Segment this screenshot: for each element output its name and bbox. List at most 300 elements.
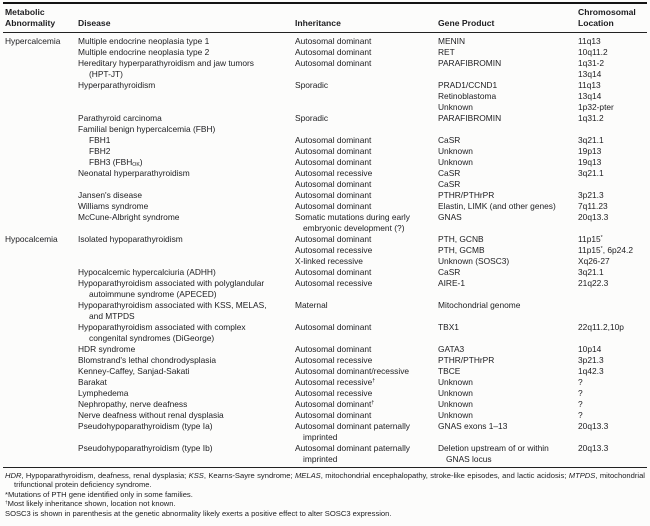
cell-metabolic-abnormality [5,267,78,278]
cell-chromosomal-location-line: 19p13 [578,146,602,156]
cell-disease [78,410,295,421]
cell-gene-product [438,102,578,113]
table-row [5,366,647,377]
cell-gene-product-line: PARAFIBROMIN [438,113,502,123]
cell-disease [78,102,295,113]
cell-gene-product [438,58,578,80]
cell-disease [78,344,295,355]
cell-gene-product-line: Unknown [438,410,473,420]
cell-inheritance-line: Sporadic [295,80,329,90]
cell-disease [78,168,295,179]
cell-disease-line: FBH3 $(FBH_{OK})$ [89,157,143,169]
cell-disease-line: Hypoparathyroidism associated with complex [78,322,246,332]
cell-gene-product [438,47,578,58]
cell-disease-line: Nephropathy, nerve deafness [78,399,188,409]
cell-disease [78,234,295,245]
cell-chromosomal-location [578,179,650,190]
cell-inheritance-line: Somatic mutations during early [295,212,410,222]
cell-chromosomal-location-line: 1q31-2 [578,58,605,68]
cell-disease-line: FBH2 [89,146,111,156]
cell-metabolic-abnormality [5,36,78,47]
cell-chromosomal-location [578,157,650,168]
cell-metabolic-abnormality [5,322,78,344]
column-header-chromosomal-location: Chromosomal Location [578,7,636,28]
cell-chromosomal-location [578,443,650,465]
table-row [5,300,647,322]
cell-chromosomal-location [578,91,650,102]
cell-inheritance-line: Autosomal recessive [295,355,373,365]
cell-metabolic-abnormality [5,344,78,355]
cell-chromosomal-location [578,190,650,201]
cell-gene-product [438,157,578,168]
cell-disease [78,113,295,124]
cell-inheritance-line: embryonic development (?) [303,223,405,233]
cell-gene-product [438,355,578,366]
cell-disease-line: Pseudohypoparathyroidism (type Ia) [78,421,213,431]
cell-chromosomal-location [578,36,650,47]
cell-chromosomal-location [578,102,650,113]
cell-disease-line: Multiple endocrine neoplasia type 1 [78,36,210,46]
cell-inheritance [295,47,438,58]
cell-inheritance-line: Autosomal dominant [295,344,372,354]
table-row [5,256,647,267]
cell-inheritance [295,410,438,421]
cell-disease-line: Pseudohypoparathyroidism (type Ib) [78,443,213,453]
cell-chromosomal-location-line: 19q13 [578,157,602,167]
cell-gene-product-line: GNAS [438,212,462,222]
cell-metabolic-abnormality [5,256,78,267]
table-row [5,190,647,201]
cell-inheritance [295,36,438,47]
cell-inheritance-line: Autosomal dominant [295,201,372,211]
column-header-disease: Disease [78,18,111,28]
cell-gene-product [438,388,578,399]
cell-disease-line: FBH1 [89,135,111,145]
cell-disease-line: Parathyroid carcinoma [78,113,162,123]
cell-disease-line: congenital syndromes (DiGeorge) [89,333,215,343]
cell-metabolic-abnormality [5,234,78,245]
cell-gene-product-line: Elastin, LIMK (and other genes) [438,201,556,211]
cell-disease-line: HDR syndrome [78,344,136,354]
cell-metabolic-abnormality [5,399,78,410]
cell-disease-line: and MTPDS [89,311,135,321]
cell-chromosomal-location-line: 3q21.1 [578,267,604,277]
cell-gene-product [438,410,578,421]
cell-chromosomal-location [578,256,650,267]
cell-chromosomal-location-line: 3q21.1 [578,168,604,178]
cell-metabolic-abnormality [5,146,78,157]
cell-disease [78,267,295,278]
cell-gene-product [438,113,578,124]
cell-inheritance-line: Autosomal dominant [295,47,372,57]
cell-gene-product-line: RET [438,47,455,57]
cell-inheritance-line: Autosomal dominant [295,146,372,156]
cell-chromosomal-location-line: ? [578,399,583,409]
cell-inheritance [295,102,438,113]
cell-gene-product-line: Unknown [438,102,473,112]
footnote: SOSC3 is shown in parenthesis at the genetic abnormality likely exerts a positive effect to alter SOSC3 expression. [5,509,392,519]
table-row [5,267,647,278]
cell-metabolic-abnormality [5,135,78,146]
cell-gene-product [438,212,578,234]
cell-inheritance [295,388,438,399]
cell-disease-line: (HPT-JT) [89,69,123,79]
table-row [5,388,647,399]
cell-metabolic-abnormality [5,113,78,124]
cell-metabolic-abnormality [5,410,78,421]
cell-metabolic-abnormality-line: Hypocalcemia [5,234,58,244]
cell-inheritance-line: imprinted [303,454,338,464]
cell-gene-product-line: CaSR [438,135,461,145]
cell-gene-product [438,168,578,179]
cell-gene-product [438,179,578,190]
cell-disease-line: Neonatal hyperparathyroidism [78,168,190,178]
cell-gene-product-line: CaSR [438,179,461,189]
cell-inheritance [295,135,438,146]
cell-gene-product-line: PTHR/PTHrPR [438,190,495,200]
cell-inheritance [295,421,438,443]
cell-chromosomal-location-line: ? [578,388,583,398]
cell-gene-product [438,267,578,278]
cell-gene-product [438,344,578,355]
cell-inheritance-line: Autosomal dominant [295,157,372,167]
cell-disease [78,47,295,58]
table-row [5,135,647,146]
table-row [5,146,647,157]
cell-gene-product-line: Mitochondrial genome [438,300,521,310]
cell-metabolic-abnormality [5,102,78,113]
cell-metabolic-abnormality [5,300,78,322]
cell-metabolic-abnormality [5,278,78,300]
cell-chromosomal-location-line: 1q42.3 [578,366,604,376]
cell-gene-product-line: Deletion upstream of or within [438,443,549,453]
cell-inheritance [295,91,438,102]
cell-inheritance-line: Sporadic [295,113,329,123]
cell-disease-line: Familial benign hypercalcemia (FBH) [78,124,216,134]
cell-gene-product [438,146,578,157]
cell-metabolic-abnormality [5,212,78,234]
cell-disease-line: Isolated hypoparathyroidism [78,234,183,244]
cell-gene-product-line: MENIN [438,36,465,46]
cell-chromosomal-location-line: ? [578,410,583,420]
cell-inheritance-line: Autosomal dominant [295,190,372,200]
table-row [5,36,647,47]
cell-gene-product-line: TBX1 [438,322,459,332]
cell-chromosomal-location-line: 11q13 [578,80,601,90]
footnote: †Most likely inheritance shown, location not known. [5,498,176,508]
cell-gene-product-line: Unknown [438,399,473,409]
cell-disease [78,146,295,157]
cell-metabolic-abnormality [5,47,78,58]
cell-gene-product-line: CaSR [438,267,461,277]
cell-disease [78,278,295,300]
table-row [5,80,647,91]
cell-metabolic-abnormality [5,377,78,388]
cell-inheritance [295,212,438,234]
cell-inheritance-line: Autosomal dominant paternally [295,421,410,431]
cell-chromosomal-location-line: 3p21.3 [578,355,604,365]
cell-chromosomal-location-line: 10p14 [578,344,602,354]
cell-chromosomal-location [578,399,650,410]
cell-chromosomal-location-line: 11p15* [578,234,603,244]
cell-disease-line: Hypoparathyroidism associated with polyglandular [78,278,265,288]
cell-chromosomal-location [578,410,650,421]
cell-gene-product [438,234,578,245]
cell-disease [78,91,295,102]
cell-inheritance [295,58,438,80]
cell-metabolic-abnormality [5,124,78,135]
column-header-gene-product: Gene Product [438,18,495,28]
table-row [5,278,647,300]
disease-table [3,33,647,467]
cell-gene-product [438,421,578,443]
cell-chromosomal-location-line: 1p32-pter [578,102,614,112]
cell-chromosomal-location [578,421,650,443]
cell-metabolic-abnormality [5,245,78,256]
table-row [5,58,647,80]
cell-disease-line: Nerve deafness without renal dysplasia [78,410,224,420]
cell-gene-product-line: GNAS exons 1–13 [438,421,508,431]
cell-inheritance [295,234,438,245]
cell-inheritance-line: X-linked recessive [295,256,363,266]
column-header-metabolic-abnormality: Metabolic Abnormality [5,7,56,28]
cell-gene-product [438,124,578,135]
cell-chromosomal-location-line: 22q11.2,10p [578,322,624,332]
cell-gene-product-line: PTHR/PTHrPR [438,355,495,365]
cell-inheritance [295,443,438,465]
cell-chromosomal-location [578,212,650,234]
table-row [5,91,647,102]
cell-chromosomal-location-line: 11p15*, 6p24.2 [578,245,633,255]
cell-metabolic-abnormality [5,421,78,443]
cell-disease [78,190,295,201]
cell-chromosomal-location [578,245,650,256]
cell-disease [78,355,295,366]
cell-gene-product-line: Unknown (SOSC3) [438,256,510,266]
table-row [5,322,647,344]
cell-chromosomal-location [578,322,650,344]
cell-inheritance [295,322,438,344]
cell-chromosomal-location [578,388,650,399]
cell-disease [78,377,295,388]
cell-chromosomal-location-line: 1q31.2 [578,113,604,123]
cell-metabolic-abnormality [5,443,78,465]
cell-disease [78,245,295,256]
cell-disease [78,80,295,91]
cell-chromosomal-location-line: 10q11.2 [578,47,608,57]
cell-inheritance-line: Autosomal recessive [295,278,373,288]
cell-gene-product [438,278,578,300]
cell-chromosomal-location-line: ? [578,377,583,387]
cell-inheritance-line: Autosomal dominant [295,135,372,145]
cell-inheritance [295,179,438,190]
cell-inheritance-line: Autosomal recessive [295,168,373,178]
table-row [5,399,647,410]
table-row [5,344,647,355]
cell-inheritance [295,267,438,278]
cell-chromosomal-location-line: 20q13.3 [578,421,609,431]
cell-metabolic-abnormality [5,355,78,366]
cell-gene-product-line: GNAS locus [446,454,492,464]
cell-disease-line: Barakat [78,377,107,387]
cell-disease [78,179,295,190]
cell-chromosomal-location-line: 20q13.3 [578,212,609,222]
cell-inheritance [295,168,438,179]
cell-chromosomal-location [578,377,650,388]
table-row [5,443,647,465]
cell-metabolic-abnormality [5,91,78,102]
cell-gene-product [438,366,578,377]
cell-chromosomal-location [578,278,650,300]
cell-inheritance [295,157,438,168]
cell-gene-product [438,256,578,267]
cell-inheritance [295,300,438,322]
cell-inheritance-line: Autosomal recessive [295,245,373,255]
table-row [5,421,647,443]
cell-inheritance [295,201,438,212]
cell-disease [78,256,295,267]
cell-gene-product-line: CaSR [438,168,461,178]
cell-disease [78,421,295,443]
cell-metabolic-abnormality [5,58,78,80]
cell-metabolic-abnormality [5,366,78,377]
cell-gene-product-line: Unknown [438,377,473,387]
cell-gene-product-line: GATA3 [438,344,465,354]
cell-chromosomal-location-line: 3q21.1 [578,135,604,145]
cell-chromosomal-location [578,344,650,355]
table-row [5,157,647,168]
cell-metabolic-abnormality [5,179,78,190]
table-row [5,102,647,113]
cell-disease-line: Lymphedema [78,388,129,398]
cell-chromosomal-location [578,113,650,124]
cell-inheritance [295,344,438,355]
cell-chromosomal-location-line: 21q22.3 [578,278,609,288]
cell-disease [78,36,295,47]
cell-gene-product-line: PTH, GCNB [438,234,484,244]
cell-inheritance [295,366,438,377]
cell-inheritance-line: imprinted [303,432,338,442]
cell-disease-line: Hypocalcemic hypercalciuria (ADHH) [78,267,216,277]
cell-chromosomal-location-line: 7q11.23 [578,201,608,211]
table-row [5,113,647,124]
cell-chromosomal-location [578,267,650,278]
cell-inheritance-line: Autosomal dominant [295,179,372,189]
footnote: HDR, Hypoparathyroidism, deafness, renal dysplasia; KSS, Kearns-Sayre syndrome; MELAS, mitochondrial encephalopathy, stroke-like episodes, and lactic acidosis; MTPDS, mitochondrial trifunctional protein deficiency syndrome. [5,471,645,490]
table-row [5,179,647,190]
cell-gene-product-line: PRAD1/CCND1 [438,80,498,90]
table-row [5,410,647,421]
cell-disease [78,388,295,399]
cell-gene-product [438,135,578,146]
cell-gene-product [438,245,578,256]
table-row [5,47,647,58]
cell-gene-product-line: PARAFIBROMIN [438,58,502,68]
cell-disease [78,212,295,234]
cell-chromosomal-location-line: 11q13 [578,36,601,46]
cell-disease [78,322,295,344]
cell-chromosomal-location-line: Xq26-27 [578,256,610,266]
cell-disease-line: Hereditary hyperparathyroidism and jaw tumors [78,58,254,68]
cell-inheritance-line: Autosomal dominant paternally [295,443,410,453]
cell-chromosomal-location [578,58,650,80]
cell-disease-line: Jansen's disease [78,190,142,200]
cell-gene-product [438,190,578,201]
cell-gene-product [438,377,578,388]
cell-metabolic-abnormality [5,157,78,168]
cell-disease-line: Hypoparathyroidism associated with KSS, MELAS, [78,300,267,310]
cell-disease [78,399,295,410]
cell-metabolic-abnormality [5,168,78,179]
cell-disease [78,366,295,377]
cell-gene-product-line: Retinoblastoma [438,91,497,101]
cell-disease [78,201,295,212]
cell-inheritance-line: Autosomal dominant† [295,399,375,409]
cell-inheritance [295,124,438,135]
cell-chromosomal-location [578,80,650,91]
table-row [5,245,647,256]
cell-inheritance-line: Autosomal recessive† [295,377,376,387]
table-row [5,212,647,234]
cell-inheritance-line: Autosomal recessive [295,388,373,398]
cell-metabolic-abnormality [5,80,78,91]
cell-disease [78,135,295,146]
cell-disease-line: Williams syndrome [78,201,149,211]
cell-inheritance-line: Maternal [295,300,328,310]
cell-disease [78,300,295,322]
cell-inheritance-line: Autosomal dominant/recessive [295,366,410,376]
cell-inheritance-line: Autosomal dominant [295,234,372,244]
cell-gene-product-line: Unknown [438,157,473,167]
footnote: *Mutations of PTH gene identified only in some families. [5,489,193,499]
cell-inheritance [295,146,438,157]
cell-gene-product [438,91,578,102]
cell-inheritance [295,256,438,267]
cell-chromosomal-location-line: 20q13.3 [578,443,609,453]
cell-gene-product-line: Unknown [438,146,473,156]
column-header-inheritance: Inheritance [295,18,341,28]
cell-chromosomal-location [578,168,650,179]
cell-metabolic-abnormality [5,201,78,212]
table-row [5,234,647,245]
cell-inheritance [295,113,438,124]
table-row [5,355,647,366]
cell-disease-line: Blomstrand's lethal chondrodysplasia [78,355,216,365]
cell-chromosomal-location [578,146,650,157]
cell-chromosomal-location-line: 13q14 [578,91,602,101]
table-row [5,124,647,135]
cell-chromosomal-location [578,355,650,366]
cell-gene-product [438,36,578,47]
cell-inheritance-line: Autosomal dominant [295,58,372,68]
cell-chromosomal-location-line: 13q14 [578,69,602,79]
cell-chromosomal-location [578,300,650,322]
cell-gene-product [438,300,578,322]
cell-inheritance-line: Autosomal dominant [295,267,372,277]
cell-gene-product [438,399,578,410]
cell-inheritance [295,355,438,366]
cell-chromosomal-location [578,135,650,146]
cell-disease-line: Multiple endocrine neoplasia type 2 [78,47,210,57]
table-row [5,377,647,388]
cell-inheritance [295,80,438,91]
cell-disease [78,443,295,465]
cell-disease-line: McCune-Albright syndrome [78,212,180,222]
cell-chromosomal-location [578,124,650,135]
cell-metabolic-abnormality-line: Hypercalcemia [5,36,61,46]
cell-inheritance [295,190,438,201]
cell-inheritance-line: Autosomal dominant [295,322,372,332]
